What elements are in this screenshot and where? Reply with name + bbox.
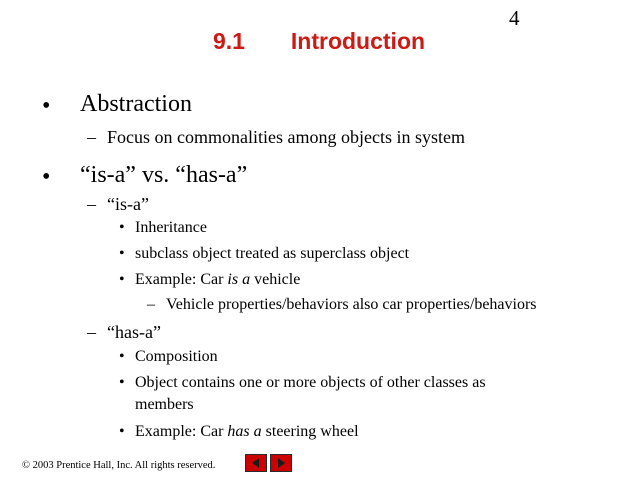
bullet-marker: • (119, 374, 125, 391)
bullet-marker: • (119, 245, 125, 262)
bullet-object-contains: Object contains one or more objects of other classes as (135, 374, 486, 391)
example-text: Example: Car (135, 271, 228, 288)
dash-marker: – (87, 127, 96, 147)
example-text: steering wheel (261, 423, 359, 440)
bullet-marker: • (119, 348, 125, 365)
previous-arrow-icon (246, 455, 266, 471)
bullet-marker: • (42, 93, 51, 119)
next-arrow-icon (271, 455, 291, 471)
bullet-is-a-vs-has-a: “is-a” vs. “has-a” (80, 162, 248, 188)
bullet-marker: • (119, 219, 125, 236)
emphasis-text: is a (227, 271, 251, 288)
next-slide-button[interactable] (270, 454, 292, 472)
bullet-marker: • (42, 164, 51, 190)
dash-marker: – (147, 296, 155, 313)
bullet-continuation: members (135, 396, 194, 413)
bullet-vehicle-properties: Vehicle properties/behaviors also car properties/behaviors (166, 296, 537, 313)
bullet-has-a: “has-a” (107, 322, 161, 342)
page-number: 4 (509, 6, 520, 30)
previous-slide-button[interactable] (245, 454, 267, 472)
copyright-footer: © 2003 Prentice Hall, Inc. All rights reserved. (22, 460, 216, 471)
bullet-marker: • (119, 271, 125, 288)
dash-marker: – (87, 194, 96, 214)
bullet-subclass-object: subclass object treated as superclass object (135, 245, 410, 262)
bullet-abstraction: Abstraction (80, 91, 192, 117)
example-text: Example: Car (135, 423, 228, 440)
bullet-example-has-a (135, 423, 359, 441)
emphasis-text: has a (227, 423, 262, 440)
dash-marker: – (87, 322, 96, 342)
bullet-example-is-a (135, 271, 300, 289)
slide-title: 9.1 Introduction (212, 28, 426, 54)
bullet-inheritance: Inheritance (135, 219, 207, 236)
bullet-marker: • (119, 423, 125, 440)
example-text: vehicle (250, 271, 301, 288)
bullet-is-a: “is-a” (107, 194, 149, 214)
bullet-focus-commonalities: Focus on commonalities among objects in system (107, 127, 465, 147)
bullet-composition: Composition (135, 348, 218, 365)
